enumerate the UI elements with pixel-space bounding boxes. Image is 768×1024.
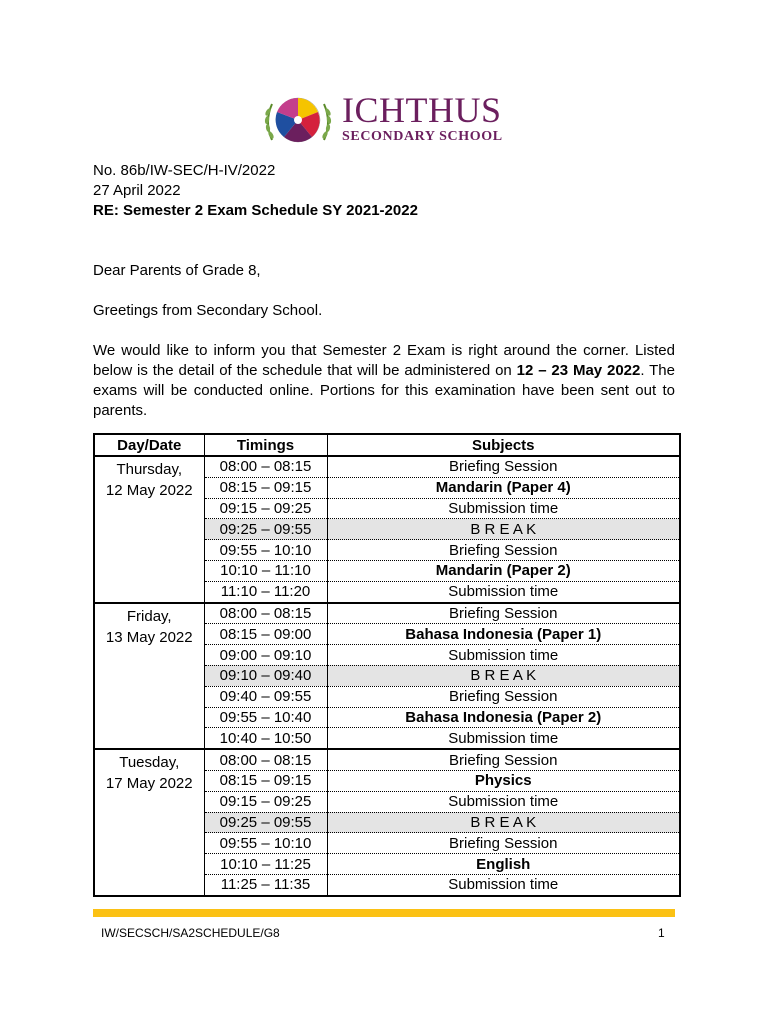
timing-cell: 09:55 – 10:40	[204, 707, 327, 728]
subject-cell: Briefing Session	[327, 749, 680, 770]
header-timings: Timings	[204, 434, 327, 456]
day-name: Friday,	[126, 607, 172, 625]
timing-cell: 10:10 – 11:10	[204, 560, 327, 581]
break-cell: B R E A K	[327, 665, 680, 686]
subject-cell: Mandarin (Paper 4)	[327, 477, 680, 498]
timing-cell: 09:55 – 10:10	[204, 540, 327, 561]
subject-cell: Submission time	[327, 581, 680, 602]
timing-cell: 09:00 – 09:10	[204, 645, 327, 666]
day-name: Thursday,	[116, 461, 183, 478]
day-date-cell	[94, 603, 204, 750]
subject-cell: English	[327, 854, 680, 875]
letter-body	[93, 161, 675, 421]
timing-cell: 08:00 – 08:15	[204, 749, 327, 770]
timing-cell: 08:15 – 09:15	[204, 477, 327, 498]
timing-cell: 10:40 – 10:50	[204, 728, 327, 749]
timing-cell: 09:55 – 10:10	[204, 833, 327, 854]
day-date-cell	[94, 749, 204, 896]
subject-cell: Submission time	[327, 791, 680, 812]
day-date: 17 May 2022	[105, 775, 193, 793]
exam-schedule-table	[93, 433, 681, 897]
subject-cell: Physics	[327, 770, 680, 791]
school-logo	[262, 90, 502, 152]
subject-cell: Briefing Session	[327, 686, 680, 707]
timing-cell: 09:15 – 09:25	[204, 498, 327, 519]
timing-cell: 09:25 – 09:55	[204, 812, 327, 833]
day-date: 13 May 2022	[105, 628, 193, 646]
subject-cell: Briefing Session	[327, 603, 680, 624]
day-date: 12 May 2022	[105, 482, 193, 499]
subject-cell: Briefing Session	[327, 540, 680, 561]
subject-cell: Briefing Session	[327, 833, 680, 854]
timing-cell: 11:25 – 11:35	[204, 874, 327, 895]
letter-date: 27 April 2022	[93, 182, 181, 199]
timing-cell: 09:15 – 09:25	[204, 791, 327, 812]
document-code: IW/SECSCH/SA2SCHEDULE/G8	[101, 926, 280, 940]
timing-cell: 11:10 – 11:20	[204, 581, 327, 602]
intro-text-2: . The exams will be conducted online. Portions for this examination have been sent out to parents.	[93, 362, 675, 419]
timing-cell: 08:00 – 08:15	[204, 603, 327, 624]
school-crest-icon	[262, 90, 334, 152]
school-subtitle: SECONDARY SCHOOL	[342, 129, 503, 144]
table-row	[94, 603, 680, 624]
intro-paragraph	[93, 341, 675, 421]
break-cell: B R E A K	[327, 519, 680, 540]
day-date-cell	[94, 456, 204, 603]
timing-cell: 09:40 – 09:55	[204, 686, 327, 707]
schedule-body	[94, 456, 680, 896]
subject-cell: Mandarin (Paper 2)	[327, 560, 680, 581]
intro-text-1: We would like to inform you that Semester 2 Exam is right around the corner. Listed below is the detail of the schedule that will be administered on	[93, 342, 675, 379]
timing-cell: 08:15 – 09:15	[204, 770, 327, 791]
greeting: Greetings from Secondary School.	[93, 302, 323, 319]
footer-divider	[93, 909, 675, 917]
table-row	[94, 749, 680, 770]
subject-cell: Bahasa Indonesia (Paper 2)	[327, 707, 680, 728]
header-day-date: Day/Date	[94, 434, 204, 456]
timing-cell: 08:15 – 09:00	[204, 624, 327, 645]
table-row	[94, 456, 680, 477]
timing-cell: 09:25 – 09:55	[204, 519, 327, 540]
timing-cell: 08:00 – 08:15	[204, 456, 327, 477]
exam-date-range: 12 – 23 May 2022	[516, 362, 641, 379]
subject-cell: Briefing Session	[327, 456, 680, 477]
header-subjects: Subjects	[327, 434, 680, 456]
table-header-row	[94, 434, 680, 456]
salutation: Dear Parents of Grade 8,	[93, 262, 261, 279]
subject-cell: Submission time	[327, 645, 680, 666]
break-cell: B R E A K	[327, 812, 680, 833]
subject-cell: Submission time	[327, 498, 680, 519]
reference-number: No. 86b/IW-SEC/H-IV/2022	[93, 162, 276, 179]
subject-cell: Submission time	[327, 874, 680, 895]
timing-cell: 09:10 – 09:40	[204, 665, 327, 686]
subject-cell: Submission time	[327, 728, 680, 749]
school-name: ICHTHUS	[342, 90, 502, 130]
subject-cell: Bahasa Indonesia (Paper 1)	[327, 624, 680, 645]
letter-subject: RE: Semester 2 Exam Schedule SY 2021-2022	[93, 202, 418, 219]
timing-cell: 10:10 – 11:25	[204, 854, 327, 875]
day-name: Tuesday,	[119, 754, 180, 772]
page-number: 1	[658, 926, 665, 940]
